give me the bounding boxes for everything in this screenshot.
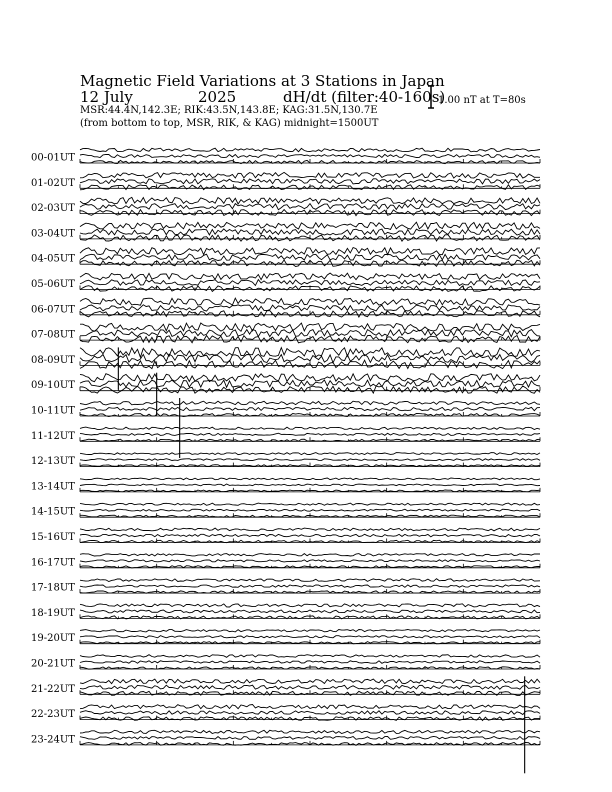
station-order-note: (from bottom to top, MSR, RIK, & KAG) midnight=1500UT [80,118,379,129]
hour-row [31,705,540,721]
trace-kag [80,401,540,405]
hour-row [31,323,540,343]
trace-kag [80,427,540,429]
trace-rik [80,254,540,261]
trace-kag [80,630,540,632]
hour-row-label: 01-02UT [31,177,75,189]
scale-bar-icon [428,86,434,108]
hour-row [31,730,540,745]
hour-row-label: 05-06UT [31,279,75,290]
hour-row-label: 21-22UT [31,683,75,695]
trace-rik [80,736,540,739]
trace-rik [80,636,540,638]
trace-kag [80,579,540,582]
hour-row [31,427,540,442]
trace-kag [80,248,540,255]
trace-rik [80,280,540,286]
hour-row [31,554,540,569]
trace-rik [80,610,540,613]
trace-kag [80,172,540,178]
stations-info: MSR:44.4N,142.3E; RIK:43.5N,143.8E; KAG:31.5N,130.7E [80,105,378,116]
hour-row-label: 11-12UT [31,430,75,442]
trace-kag [80,679,540,684]
chart-title: Magnetic Field Variations at 3 Stations in Japan [80,72,445,90]
trace-kag [80,730,540,733]
trace-kag [80,554,540,556]
hour-row-label: 02-03UT [31,203,75,215]
hour-row [31,197,540,215]
hour-row [31,248,540,267]
hour-row-label: 09-10UT [31,380,75,392]
hour-row-label: 14-15UT [31,506,75,518]
hour-row [31,222,540,241]
hour-row-label: 03-04UT [31,228,75,240]
trace-rik [80,330,540,337]
trace-rik [80,229,540,235]
hour-row [31,655,540,670]
trace-rik [80,204,540,210]
trace-rik [80,560,540,562]
hour-row [31,528,540,543]
hour-row [31,148,540,164]
trace-kag [80,453,540,455]
trace-kag [80,273,540,280]
trace-rik [80,585,540,587]
hour-row-label: 04-05UT [31,253,75,265]
trace-rik [80,380,540,387]
trace-rik [80,484,540,486]
hour-row [31,298,540,317]
hour-row [31,579,540,594]
date-year: 2025 [198,88,237,106]
hour-row [31,453,540,468]
hour-row [31,478,540,492]
trace-kag [80,323,540,331]
trace-kag [80,298,540,305]
hour-row-label: 18-19UT [31,607,75,619]
hour-row [31,374,540,394]
quantity-label: dH/dt (filter:40-160s) [283,88,446,106]
trace-rik [80,305,540,311]
trace-rik [80,509,540,511]
trace-rik [80,711,540,715]
hour-row-label: 08-09UT [31,354,75,366]
trace-kag [80,604,540,607]
hour-row-label: 13-14UT [31,481,75,493]
trace-rik [80,433,540,435]
trace-rik [80,661,540,664]
trace-kag [80,503,540,505]
trace-kag [80,374,540,382]
hour-row [31,630,540,645]
hour-row-label: 06-07UT [31,304,75,316]
hour-row-label: 17-18UT [31,582,75,594]
trace-kag [80,478,540,480]
hour-row-label: 00-01UT [31,152,75,164]
scale-bar-label: 1.00 nT at T=80s [438,95,526,106]
hour-row [31,679,540,695]
trace-kag [80,148,540,152]
hour-row-label: 16-17UT [31,557,75,569]
hour-row-label: 12-13UT [31,456,75,468]
date-day: 12 July [80,88,133,106]
trace-rik [80,179,540,184]
trace-rik [80,534,540,537]
hour-row-label: 15-16UT [31,532,75,543]
hour-row [31,172,540,189]
trace-rik [80,407,540,410]
trace-rik [80,154,540,157]
hour-row-label: 20-21UT [31,658,75,670]
hour-row [31,503,540,518]
hour-row [31,401,540,416]
hour-row-label: 19-20UT [31,633,75,645]
trace-kag [80,655,540,658]
trace-rik [80,459,540,461]
hour-row-label: 23-24UT [31,734,75,746]
trace-kag [80,222,540,229]
hour-row [31,348,540,369]
hour-row-label: 22-23UT [31,709,75,721]
hour-row-label: 10-11UT [31,405,75,417]
trace-rik [80,685,540,689]
hour-row [31,273,540,291]
hour-row [31,604,540,619]
trace-kag [80,705,540,709]
hour-row-label: 07-08UT [31,329,75,341]
trace-kag [80,528,540,531]
